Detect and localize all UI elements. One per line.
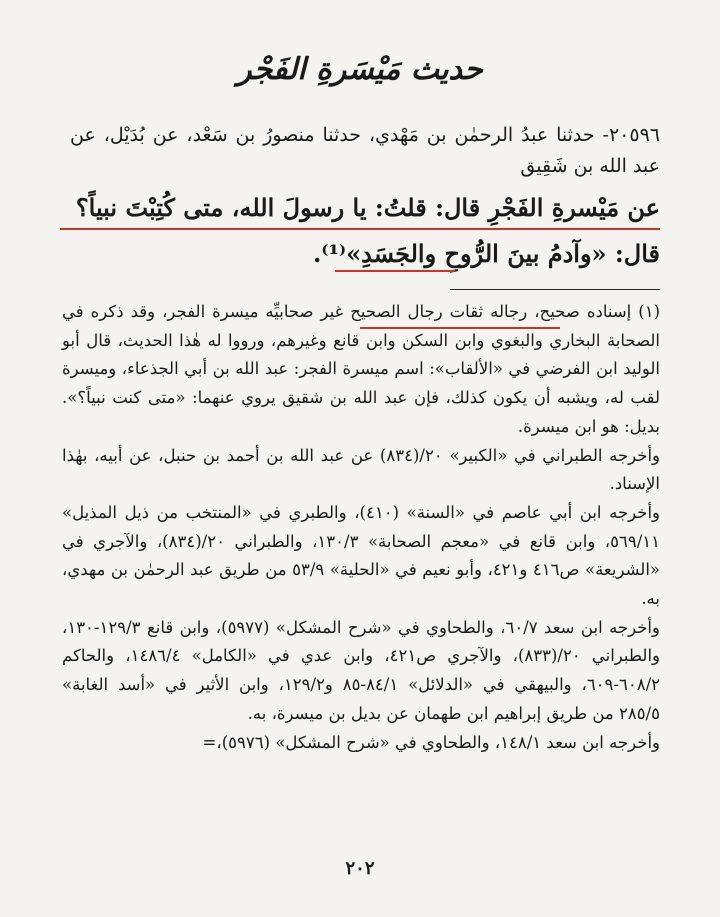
red-underline-2: [335, 270, 455, 272]
footnote-paragraph: وأخرجه ابن أبي عاصم في «السنة» (٤١٠)، والطبري في «المنتخب من ذيل المذيل» ٥٦٩/١١، وابن قانع في «معجم الصحابة» ١٣٠/٣، والطبراني ٢٠/(٨٣٤)، والآجري في «الشريعة» ص٤١٦ و٤٢١، وأبو نعيم في «الحلية» ٥٣/٩ من طريق عبد الرحمٰن بن مهدي، به.: [62, 502, 661, 609]
footnote-paragraph: وأخرجه الطبراني في «الكبير» ٢٠/(٨٣٤) عن عبد الله بن أحمد بن حنبل، عن أبيه، بهٰذا الإسناد.: [62, 445, 661, 494]
red-underline-1: [60, 228, 660, 230]
footnote-paragraph: (١) إسناده صحيح، رجاله ثقات رجال الصحيح غير صحابيِّه ميسرة الفجر، وقد ذكره في الصحابة البخاري والبغوي وابن السكن وابن قانع وغيرهم، ورووا له هٰذا الحديث، قال أبو الوليد ابن الفرضي في «الألقاب»: اسم ميسرة الفجر: عبد الله بن أبي الجذعاء، وميسرة لقب له، ويشبه أن يكون كذلك، فإن عبد الله بن شقيق يروي عنهما: «متى كنت نبياً؟». بديل: هو ابن ميسرة.: [62, 302, 660, 436]
footnote-separator: [450, 289, 660, 290]
page-number: ٢٠٢: [345, 858, 375, 879]
footnote-paragraph: وأخرجه ابن سعد ١٤٨/١، والطحاوي في «شرح المشكل» (٥٩٧٦)،=: [202, 732, 660, 752]
chapter-title: حديث مَيْسَرةِ الفَجْر: [237, 52, 483, 87]
hadith-matn-line-2: قال: «وآدمُ بينَ الرُّوحِ والجَسَدِ»⁽¹⁾.: [312, 239, 660, 268]
hadith-isnad: ٢٠٥٩٦- حدثنا عبدُ الرحمٰن بن مَهْدي، حدثنا منصورُ بن سَعْد، عن بُدَيْل، عن عبد الله بن شَقِيق: [70, 124, 660, 177]
hadith-matn-line-1: عن مَيْسرةِ الفَجْرِ قال: قلتُ: يا رسولَ الله، متى كُتِبْتَ نبياً؟: [75, 193, 660, 222]
footnotes: [62, 298, 660, 757]
footnote-paragraph: وأخرجه ابن سعد ٦٠/٧، والطحاوي في «شرح المشكل» (٥٩٧٧)، وابن قانع ١٢٩/٣-١٣٠، والطبراني ٢٠/(٨٣٣)، والآجري ص٤٢١، وابن عدي في «الكامل» ١٤٨٦/٤، والحاكم ٦٠٨/٢-٦٠٩، والبيهقي في «الدلائل» ٨٤/١-٨٥ و١٢٩/٢، وابن الأثير في «أسد الغابة» ٢٨٥/٥ من طريق إبراهيم ابن طهمان عن بديل بن ميسرة، به.: [62, 617, 660, 723]
red-underline-3: [360, 327, 560, 329]
